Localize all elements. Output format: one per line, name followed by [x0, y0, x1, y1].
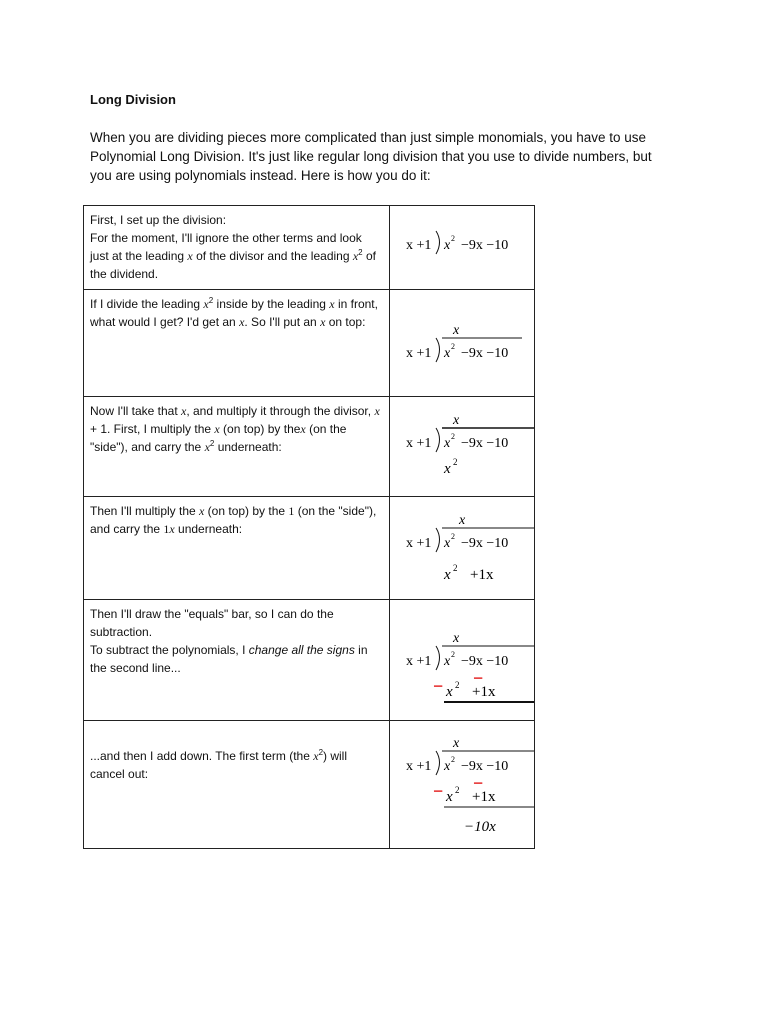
product-exponent: 2	[455, 680, 460, 690]
quotient: x	[453, 736, 460, 751]
step-3-text-a: Now I'll take that	[90, 404, 181, 418]
division-figure-1	[390, 206, 534, 289]
divisor: x +1	[406, 759, 432, 774]
step-2-exp: 2	[208, 296, 214, 305]
changed-sign: −	[473, 668, 484, 688]
step-2-var: x	[239, 315, 245, 329]
step-2-text-b: inside by the leading	[213, 297, 330, 311]
division-bracket	[436, 338, 440, 362]
changed-sign: −	[473, 773, 484, 793]
step-6-exp: 2	[318, 748, 324, 757]
step-2-text-e: on top:	[325, 315, 366, 329]
difference: −10x	[464, 819, 496, 835]
step-6-math	[390, 721, 535, 849]
step-2-var: x	[320, 315, 326, 329]
dividend-x2: x	[444, 238, 451, 253]
dividend-x2: x	[444, 436, 451, 451]
step-4-text-d: underneath:	[174, 522, 243, 536]
product-x2: x	[444, 567, 451, 583]
dividend-x2: x	[444, 759, 451, 774]
step-4-text	[84, 497, 390, 600]
step-4-text-c: (on the "side"), and carry the	[90, 504, 377, 536]
step-3-var: x	[300, 422, 306, 436]
product-rest: +1x	[472, 684, 496, 700]
step-4-var: x	[169, 522, 175, 536]
step-1-line-1: First, I set up the division:	[90, 213, 227, 227]
step-2-text	[84, 290, 390, 397]
step-5-line-1: Then I'll draw the "equals" bar, so I can do the subtraction.	[90, 607, 334, 639]
division-figure-5	[390, 600, 534, 720]
step-4-text-a: Then I'll multiply the	[90, 504, 200, 518]
product-exponent: 2	[453, 563, 458, 573]
step-4-var: x	[199, 504, 205, 518]
dividend-rest: −9x −10	[461, 654, 509, 669]
step-row-2	[84, 290, 535, 397]
step-3-exp: 2	[209, 439, 215, 448]
step-row-1	[84, 206, 535, 290]
step-1-math	[390, 206, 535, 290]
dividend-x2: x	[444, 536, 451, 551]
step-2-math	[390, 290, 535, 397]
step-1-text	[84, 206, 390, 290]
step-1-exp: 2	[358, 248, 363, 257]
step-4-number: 1	[288, 504, 295, 518]
step-1-var: x	[187, 249, 193, 263]
divisor: x +1	[406, 436, 432, 451]
quotient: x	[459, 513, 466, 528]
quotient: x	[453, 323, 460, 338]
step-1-text-a: For the moment, I'll ignore the other terms and look just at the leading	[90, 231, 362, 263]
step-3-var: x	[181, 404, 187, 418]
step-row-5	[84, 600, 535, 721]
step-6-text-b: ) will cancel out:	[90, 749, 348, 781]
divisor: x +1	[406, 346, 432, 361]
step-5-emphasis: change all the signs	[248, 643, 355, 657]
division-bracket	[436, 231, 440, 254]
step-2-var: x	[203, 297, 209, 311]
dividend-x2: x	[444, 346, 451, 361]
division-bracket	[436, 751, 440, 775]
step-1-text-c: of the dividend.	[90, 249, 376, 281]
step-6-text	[84, 721, 390, 849]
division-bracket	[436, 428, 440, 452]
step-6-var: x	[313, 749, 319, 763]
dividend-exponent: 2	[451, 342, 455, 351]
intro-paragraph: When you are dividing pieces more complicated than just simple monomials, you have to use Polynomial Long Division. It's just like regular long division that you use to divide numbers, but you are using polynomials instead. Here is how you do it:	[90, 130, 652, 183]
step-3-var: x	[214, 422, 220, 436]
step-2-var: x	[329, 297, 335, 311]
dividend-exponent: 2	[451, 432, 455, 441]
step-3-text-e: (on the "side"), and carry the	[90, 422, 347, 454]
step-5-text	[84, 600, 390, 721]
dividend-x2: x	[444, 654, 451, 669]
step-5-text-a: To subtract the polynomials, I	[90, 643, 249, 657]
step-3-math	[390, 397, 535, 497]
step-3-text	[84, 397, 390, 497]
divisor: x +1	[406, 654, 432, 669]
step-2-text-d: . So I'll put an	[244, 315, 321, 329]
product-x2: x	[446, 684, 453, 700]
document-title: Long Division	[90, 92, 176, 107]
divisor: x +1	[406, 536, 432, 551]
division-figure-4	[390, 497, 534, 599]
product-x2: x	[444, 461, 451, 477]
step-3-text-c: + 1. First, I multiply the	[90, 422, 215, 436]
division-figure-3	[390, 397, 534, 496]
changed-sign: −	[433, 676, 444, 696]
quotient: x	[453, 413, 460, 428]
product-rest: +1x	[472, 789, 496, 805]
dividend-rest: −9x −10	[461, 436, 509, 451]
dividend-exponent: 2	[451, 755, 455, 764]
changed-sign: −	[433, 781, 444, 801]
step-5-math	[390, 600, 535, 721]
step-row-4	[84, 497, 535, 600]
product-x2: x	[446, 789, 453, 805]
dividend-exponent: 2	[451, 650, 455, 659]
dividend-rest: −9x −10	[461, 759, 509, 774]
quotient: x	[453, 631, 460, 646]
step-3-var: x	[374, 404, 380, 418]
step-3-var: x	[204, 440, 210, 454]
dividend-rest: −9x −10	[461, 536, 509, 551]
division-figure-2	[390, 290, 534, 396]
division-figure-6	[390, 721, 534, 848]
product-rest: +1x	[470, 567, 494, 583]
step-4-math	[390, 497, 535, 600]
step-1-var: x	[352, 249, 359, 263]
step-3-text-d: (on top) by the	[219, 422, 301, 436]
step-2-text-c: in front, what would I get? I'd get an	[90, 297, 378, 329]
step-3-text-b: , and multiply it through the divisor,	[186, 404, 375, 418]
product-exponent: 2	[453, 457, 458, 467]
division-bracket	[436, 528, 440, 552]
step-4-number: 1	[163, 522, 170, 536]
dividend-exponent: 2	[451, 234, 455, 243]
dividend-rest: −9x −10	[461, 346, 509, 361]
step-2-text-a: If I divide the leading	[90, 297, 204, 311]
step-1-text-b: of the divisor and the leading	[192, 249, 353, 263]
step-5-text-b: in the second line...	[90, 643, 368, 675]
division-bracket	[436, 646, 440, 670]
step-6-text-a: ...and then I add down. The first term (the	[90, 749, 314, 763]
steps-table	[83, 205, 535, 849]
dividend-exponent: 2	[451, 532, 455, 541]
step-row-3	[84, 397, 535, 497]
step-3-text-f: underneath:	[214, 440, 282, 454]
divisor: x +1	[406, 238, 432, 253]
product-exponent: 2	[455, 785, 460, 795]
step-4-text-b: (on top) by the	[204, 504, 289, 518]
dividend-rest: −9x −10	[461, 238, 509, 253]
step-row-6	[84, 721, 535, 849]
